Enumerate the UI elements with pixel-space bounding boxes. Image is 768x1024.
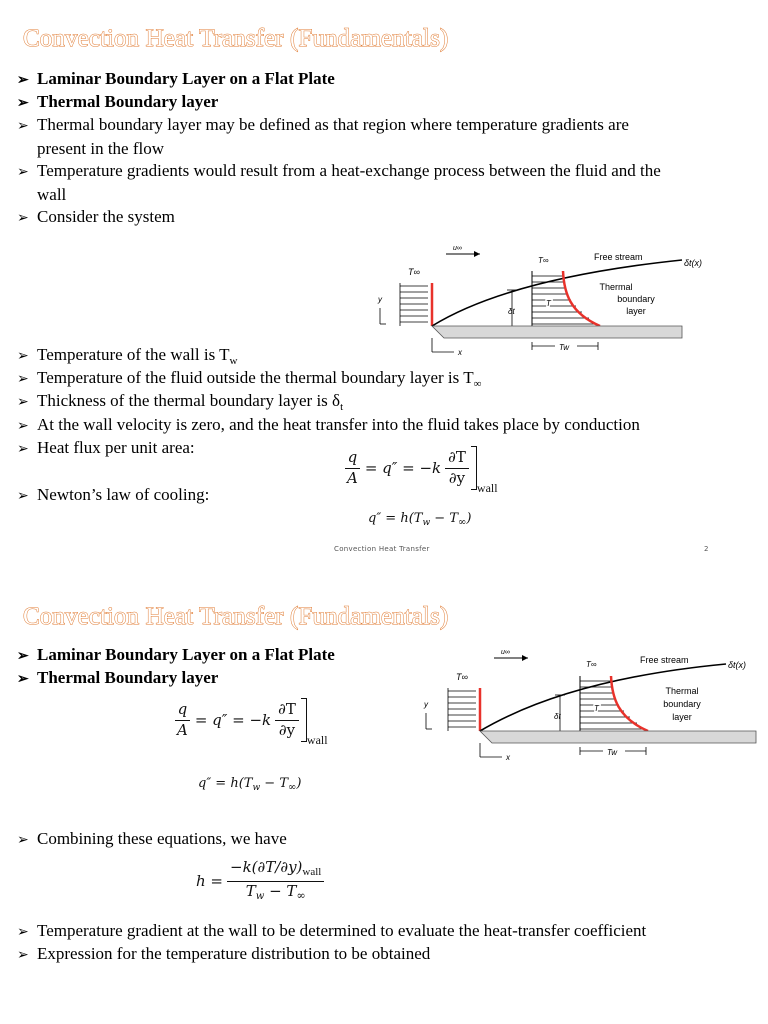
layer-label: layer (672, 712, 692, 722)
x-axis-label: x (506, 753, 510, 762)
bullet-thermal-boundary: ➢ Thermal Boundary layer (17, 667, 218, 691)
bullet-gradient-wall: ➢ Temperature gradient at the wall to be determined to evaluate the heat-transfer coefficient (17, 920, 646, 944)
bullet-consider: ➢ Consider the system (17, 206, 175, 230)
arrow-bullet-icon: ➢ (17, 119, 29, 134)
slide-title: Convection Heat Transfer (Fundamentals) (23, 25, 449, 52)
bullet-laminar: ➢ Laminar Boundary Layer on a Flat Plate (17, 644, 335, 668)
tw-label: Tw (559, 343, 570, 352)
flat-plate (480, 731, 756, 743)
t-label: T (594, 704, 599, 713)
thermal-label: Thermal (665, 686, 699, 696)
t-label: T (546, 299, 551, 308)
arrow-bullet-icon: ➢ (17, 211, 29, 226)
bullet-fluid-temp: ➢ Temperature of the fluid outside the thermal boundary layer is $T_\infty$ (17, 368, 482, 390)
inflow-arrows (448, 688, 476, 731)
heat-flux-equation: $\frac{q}{A}$ = q″ = −k $\frac{\partial T}{\partial y}$ wall (344, 446, 498, 490)
arrow-bullet-icon: ➢ (17, 73, 29, 88)
delta-t-x-label: δt(x) (684, 258, 702, 268)
slide-footer: Convection Heat Transfer (334, 545, 430, 553)
y-axis-label: y (378, 295, 382, 304)
tw-label: Tw (607, 748, 618, 757)
x-axis-label: x (458, 348, 462, 357)
bullet-thermal-boundary: ➢ Thermal Boundary layer (17, 91, 218, 115)
thermal-boundary-diagram (418, 644, 763, 769)
layer-label: layer (626, 306, 646, 316)
arrow-bullet-icon: ➢ (17, 372, 29, 387)
arrow-bullet-icon: ➢ (17, 489, 29, 504)
thermal-label: Thermal (599, 282, 633, 292)
heat-transfer-coefficient-equation: h = $\frac{-k(\partial T/\partial y)_{wall}}{T_w - T_\infty}$ (196, 860, 324, 902)
slide-title: Convection Heat Transfer (Fundamentals) (23, 603, 449, 630)
arrow-bullet-icon: ➢ (17, 395, 29, 410)
boundary-label: boundary (617, 294, 655, 304)
u-inf-label: u∞ (453, 245, 462, 252)
thermal-boundary-diagram (370, 238, 702, 363)
delta-t-x-label: δt(x) (728, 660, 746, 670)
free-stream-label: Free stream (640, 655, 689, 665)
flow-arrow-head-icon (522, 655, 528, 661)
t-inf-left-label: T∞ (408, 267, 420, 277)
inflow-arrows (400, 283, 428, 326)
arrow-bullet-icon: ➢ (17, 442, 29, 457)
bullet-definition: ➢ Thermal boundary layer may be defined as that region where temperature gradients are present in the flow (17, 115, 629, 158)
y-axis-label: y (424, 700, 428, 709)
bullet-newton: ➢ Newton’s law of cooling: (17, 484, 209, 508)
bullet-thickness: ➢ Thickness of the thermal boundary layer is $\delta_t$ (17, 391, 344, 413)
boundary-label: boundary (663, 699, 701, 709)
bullet-combining: ➢ Combining these equations, we have (17, 828, 287, 852)
bullet-gradients: ➢ Temperature gradients would result from a heat-exchange process between the fluid and the wall (17, 161, 661, 204)
arrow-bullet-icon: ➢ (17, 419, 29, 434)
arrow-bullet-icon: ➢ (17, 925, 29, 940)
arrow-bullet-icon: ➢ (17, 349, 29, 364)
slide-2 (0, 588, 768, 1024)
arrow-bullet-icon: ➢ (17, 833, 29, 848)
bullet-laminar: ➢ Laminar Boundary Layer on a Flat Plate (17, 68, 335, 92)
bullet-wall-temp: ➢ Temperature of the wall is $T_w$ (17, 345, 238, 367)
heat-flux-equation: $\frac{q}{A}$ = q″ = −k $\frac{\partial T}{\partial y}$ wall (174, 698, 328, 742)
bullet-heat-flux: ➢ Heat flux per unit area: (17, 437, 195, 461)
newton-equation: $q'' = h(T_w - T_\infty)$ (368, 511, 472, 528)
arrow-bullet-icon: ➢ (17, 649, 29, 664)
t-inf-left-label: T∞ (456, 672, 468, 682)
t-inf-right-label: T∞ (538, 256, 549, 265)
arrow-bullet-icon: ➢ (17, 96, 29, 111)
bullet-expression: ➢ Expression for the temperature distribution to be obtained (17, 943, 430, 967)
delta-t-label: δt (554, 712, 561, 721)
flow-arrow-head-icon (474, 251, 480, 257)
u-inf-label: u∞ (501, 649, 510, 656)
flat-plate (432, 326, 682, 338)
boundary-layer-curve (432, 260, 682, 326)
newton-equation: $q'' = h(T_w - T_\infty)$ (198, 776, 302, 793)
page-number: 2 (704, 545, 709, 553)
t-inf-right-label: T∞ (586, 660, 597, 669)
arrow-bullet-icon: ➢ (17, 672, 29, 687)
free-stream-label: Free stream (594, 252, 643, 262)
arrow-bullet-icon: ➢ (17, 165, 29, 180)
arrow-bullet-icon: ➢ (17, 948, 29, 963)
bullet-conduction: ➢ At the wall velocity is zero, and the heat transfer into the fluid takes place by conduction (17, 414, 640, 438)
delta-t-label: δt (508, 307, 515, 316)
